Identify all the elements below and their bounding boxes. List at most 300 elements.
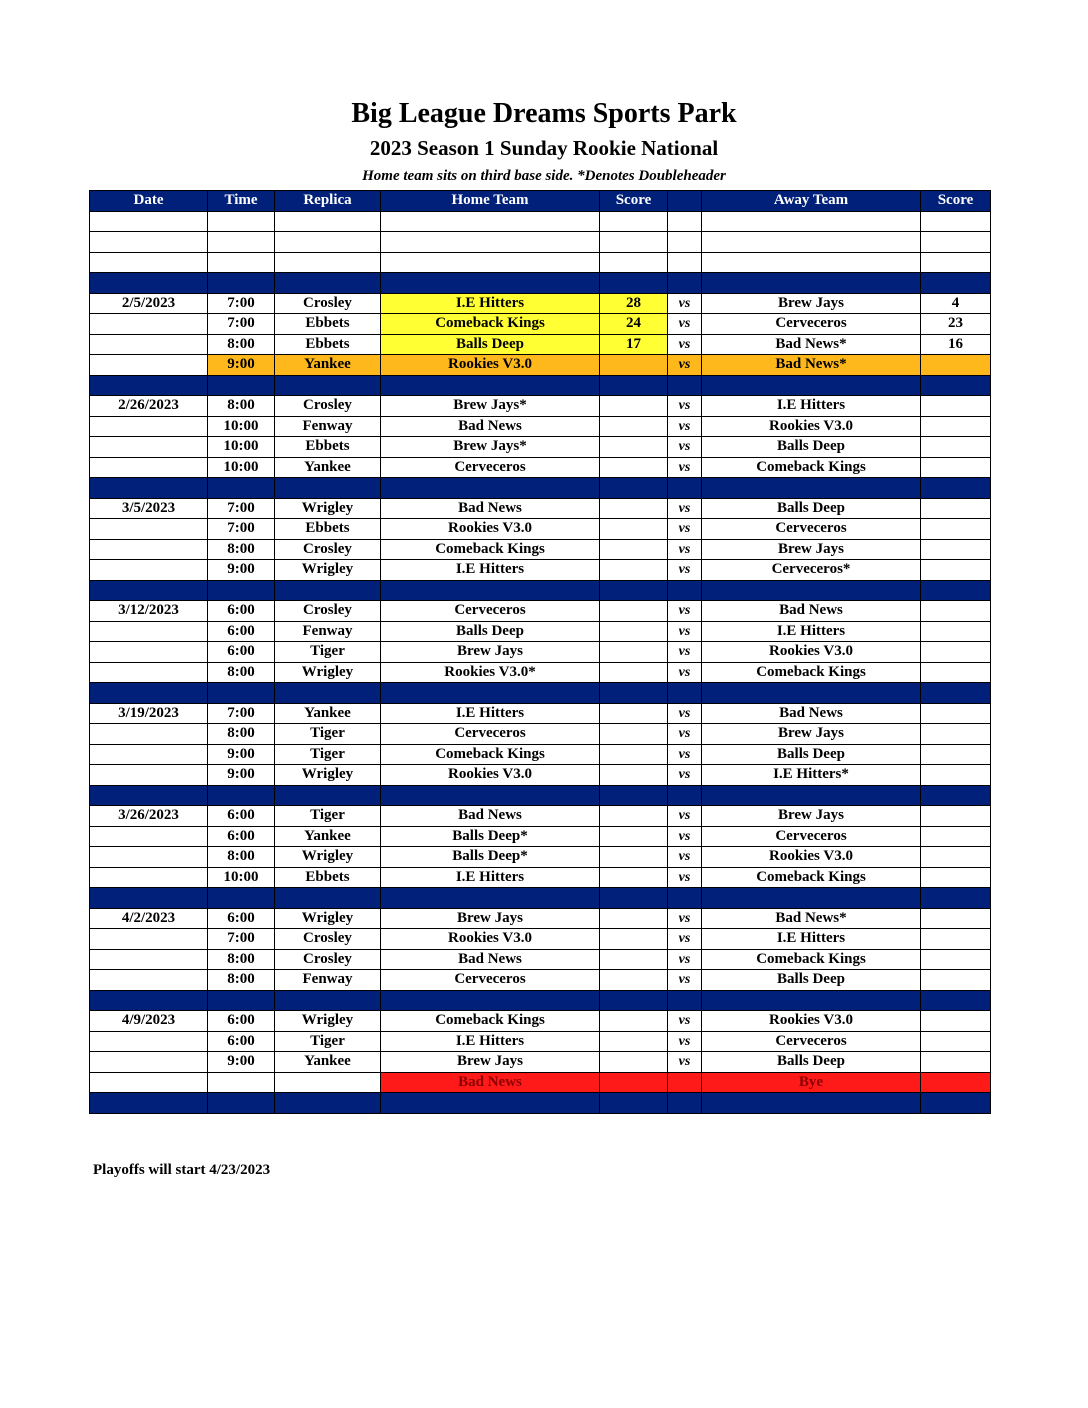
cell-vs: vs <box>668 416 702 437</box>
separator-cell <box>381 580 600 601</box>
week-separator-row <box>90 683 991 704</box>
cell-away-score: 23 <box>921 314 991 335</box>
cell-away-team: Bye <box>702 1072 921 1093</box>
cell-home-score <box>600 724 668 745</box>
cell-away-team: Comeback Kings <box>702 457 921 478</box>
cell-away-score <box>921 970 991 991</box>
header-home-score: Score <box>600 191 668 212</box>
blank-cell <box>381 232 600 253</box>
cell-home-score <box>600 539 668 560</box>
playoffs-note: Playoffs will start 4/23/2023 <box>93 1162 271 1178</box>
cell-home-team: Rookies V3.0* <box>381 662 600 683</box>
separator-cell <box>90 580 208 601</box>
separator-cell <box>208 1093 275 1114</box>
cell-date: 3/26/2023 <box>90 806 208 827</box>
separator-cell <box>275 375 381 396</box>
cell-home-team: Rookies V3.0 <box>381 929 600 950</box>
blank-cell <box>702 232 921 253</box>
schedule-table <box>89 190 991 1114</box>
cell-time: 7:00 <box>208 929 275 950</box>
cell-vs: vs <box>668 847 702 868</box>
cell-vs: vs <box>668 724 702 745</box>
blank-cell <box>668 252 702 273</box>
schedule-note: Home team sits on third base side. *Denotes Doubleheader <box>362 168 726 184</box>
separator-cell <box>381 990 600 1011</box>
blank-cell <box>208 211 275 232</box>
bye-row <box>90 1072 991 1093</box>
cell-away-team: Bad News <box>702 703 921 724</box>
page-subtitle: 2023 Season 1 Sunday Rookie National <box>369 136 719 160</box>
cell-home-team: Bad News <box>381 949 600 970</box>
separator-cell <box>90 375 208 396</box>
game-row <box>90 293 991 314</box>
separator-cell <box>668 683 702 704</box>
cell-date: 3/19/2023 <box>90 703 208 724</box>
separator-cell <box>90 478 208 499</box>
separator-cell <box>600 580 668 601</box>
cell-away-score: 16 <box>921 334 991 355</box>
separator-cell <box>702 580 921 601</box>
cell-vs: vs <box>668 396 702 417</box>
week-separator-row <box>90 785 991 806</box>
cell-time: 6:00 <box>208 1031 275 1052</box>
separator-cell <box>600 785 668 806</box>
separator-cell <box>90 785 208 806</box>
separator-cell <box>668 1093 702 1114</box>
blank-row <box>90 252 991 273</box>
cell-replica: Wrigley <box>275 498 381 519</box>
cell-home-team: I.E Hitters <box>381 293 600 314</box>
separator-cell <box>381 375 600 396</box>
cell-away-score <box>921 437 991 458</box>
cell-replica: Ebbets <box>275 334 381 355</box>
blank-cell <box>275 252 381 273</box>
separator-cell <box>275 1093 381 1114</box>
cell-date <box>90 416 208 437</box>
cell-date: 2/5/2023 <box>90 293 208 314</box>
cell-away-team: Brew Jays <box>702 293 921 314</box>
cell-home-team: Brew Jays* <box>381 396 600 417</box>
separator-cell <box>600 990 668 1011</box>
cell-vs: vs <box>668 908 702 929</box>
cell-time: 7:00 <box>208 314 275 335</box>
game-row <box>90 970 991 991</box>
cell-home-score <box>600 662 668 683</box>
cell-date <box>90 1052 208 1073</box>
cell-vs: vs <box>668 334 702 355</box>
game-row <box>90 867 991 888</box>
separator-cell <box>921 785 991 806</box>
cell-time: 10:00 <box>208 416 275 437</box>
cell-away-team: Comeback Kings <box>702 949 921 970</box>
cell-away-team: I.E Hitters* <box>702 765 921 786</box>
cell-home-score <box>600 949 668 970</box>
cell-home-score: 28 <box>600 293 668 314</box>
separator-cell <box>208 580 275 601</box>
week-separator-row <box>90 990 991 1011</box>
separator-cell <box>208 273 275 294</box>
separator-cell <box>381 785 600 806</box>
separator-cell <box>208 785 275 806</box>
cell-home-score <box>600 1072 668 1093</box>
cell-vs: vs <box>668 642 702 663</box>
cell-vs: vs <box>668 293 702 314</box>
cell-vs: vs <box>668 601 702 622</box>
separator-cell <box>702 785 921 806</box>
game-row <box>90 724 991 745</box>
cell-away-team: I.E Hitters <box>702 929 921 950</box>
cell-away-team: I.E Hitters <box>702 621 921 642</box>
cell-time: 8:00 <box>208 724 275 745</box>
cell-date <box>90 334 208 355</box>
cell-time: 7:00 <box>208 519 275 540</box>
cell-replica: Crosley <box>275 929 381 950</box>
cell-date <box>90 744 208 765</box>
separator-cell <box>208 990 275 1011</box>
separator-cell <box>208 375 275 396</box>
cell-home-team: Comeback Kings <box>381 744 600 765</box>
cell-away-score <box>921 396 991 417</box>
cell-away-score <box>921 1072 991 1093</box>
cell-away-score <box>921 765 991 786</box>
cell-replica: Tiger <box>275 744 381 765</box>
cell-date <box>90 970 208 991</box>
cell-home-team: Cerveceros <box>381 724 600 745</box>
cell-home-score <box>600 396 668 417</box>
separator-cell <box>668 990 702 1011</box>
cell-home-team: Rookies V3.0 <box>381 519 600 540</box>
cell-time: 8:00 <box>208 662 275 683</box>
separator-cell <box>600 478 668 499</box>
cell-date: 4/2/2023 <box>90 908 208 929</box>
blank-cell <box>600 211 668 232</box>
cell-time: 10:00 <box>208 867 275 888</box>
separator-cell <box>90 990 208 1011</box>
cell-vs: vs <box>668 929 702 950</box>
week-separator-row <box>90 888 991 909</box>
separator-cell <box>208 683 275 704</box>
cell-replica: Yankee <box>275 457 381 478</box>
cell-home-team: Rookies V3.0 <box>381 355 600 376</box>
cell-date: 3/12/2023 <box>90 601 208 622</box>
cell-home-score <box>600 806 668 827</box>
blank-cell <box>275 211 381 232</box>
separator-cell <box>275 273 381 294</box>
blank-row <box>90 232 991 253</box>
cell-replica: Crosley <box>275 396 381 417</box>
cell-replica: Wrigley <box>275 1011 381 1032</box>
cell-away-score <box>921 519 991 540</box>
cell-vs: vs <box>668 314 702 335</box>
cell-home-score <box>600 847 668 868</box>
separator-cell <box>668 375 702 396</box>
separator-cell <box>90 888 208 909</box>
cell-away-score <box>921 867 991 888</box>
cell-away-score <box>921 642 991 663</box>
blank-row <box>90 211 991 232</box>
game-row <box>90 314 991 335</box>
separator-cell <box>921 888 991 909</box>
cell-away-score <box>921 847 991 868</box>
separator-cell <box>702 273 921 294</box>
cell-away-score <box>921 826 991 847</box>
cell-time: 9:00 <box>208 1052 275 1073</box>
game-row <box>90 1052 991 1073</box>
cell-away-score <box>921 539 991 560</box>
cell-vs: vs <box>668 1052 702 1073</box>
separator-cell <box>921 1093 991 1114</box>
game-row <box>90 1011 991 1032</box>
cell-away-score <box>921 724 991 745</box>
cell-home-score <box>600 457 668 478</box>
cell-away-team: Rookies V3.0 <box>702 847 921 868</box>
cell-vs: vs <box>668 539 702 560</box>
separator-cell <box>381 888 600 909</box>
cell-replica: Wrigley <box>275 847 381 868</box>
cell-vs: vs <box>668 1031 702 1052</box>
cell-away-score <box>921 560 991 581</box>
schedule-body <box>90 211 991 1113</box>
cell-away-team: Bad News* <box>702 334 921 355</box>
cell-replica: Ebbets <box>275 314 381 335</box>
cell-date <box>90 560 208 581</box>
cell-away-team: Bad News* <box>702 355 921 376</box>
cell-home-score <box>600 1031 668 1052</box>
cell-time: 8:00 <box>208 970 275 991</box>
cell-vs: vs <box>668 949 702 970</box>
cell-away-team: Brew Jays <box>702 539 921 560</box>
cell-home-team: Brew Jays <box>381 642 600 663</box>
cell-date <box>90 355 208 376</box>
cell-home-team: Bad News <box>381 498 600 519</box>
cell-home-score <box>600 826 668 847</box>
separator-cell <box>668 273 702 294</box>
cell-home-score <box>600 416 668 437</box>
cell-date <box>90 662 208 683</box>
separator-cell <box>381 273 600 294</box>
blank-cell <box>90 211 208 232</box>
cell-replica: Ebbets <box>275 519 381 540</box>
blank-cell <box>90 252 208 273</box>
cell-home-score <box>600 765 668 786</box>
cell-home-team: Bad News <box>381 1072 600 1093</box>
cell-time: 9:00 <box>208 744 275 765</box>
cell-vs: vs <box>668 560 702 581</box>
separator-cell <box>921 683 991 704</box>
game-row <box>90 498 991 519</box>
cell-time: 6:00 <box>208 908 275 929</box>
cell-home-score: 24 <box>600 314 668 335</box>
week-separator-row <box>90 1093 991 1114</box>
cell-home-score: 17 <box>600 334 668 355</box>
cell-date <box>90 929 208 950</box>
cell-replica: Wrigley <box>275 908 381 929</box>
cell-date: 4/9/2023 <box>90 1011 208 1032</box>
cell-away-score <box>921 601 991 622</box>
separator-cell <box>702 888 921 909</box>
cell-away-score <box>921 662 991 683</box>
cell-home-team: Brew Jays* <box>381 437 600 458</box>
cell-home-team: Rookies V3.0 <box>381 765 600 786</box>
cell-replica: Fenway <box>275 416 381 437</box>
cell-home-team: Bad News <box>381 416 600 437</box>
separator-cell <box>208 888 275 909</box>
game-row <box>90 826 991 847</box>
cell-away-team: Brew Jays <box>702 724 921 745</box>
cell-home-team: Balls Deep* <box>381 826 600 847</box>
separator-cell <box>275 990 381 1011</box>
game-row <box>90 642 991 663</box>
game-row <box>90 560 991 581</box>
cell-home-score <box>600 929 668 950</box>
cell-home-team: I.E Hitters <box>381 703 600 724</box>
game-row <box>90 519 991 540</box>
cell-vs: vs <box>668 970 702 991</box>
cell-home-score <box>600 908 668 929</box>
separator-cell <box>381 1093 600 1114</box>
game-row <box>90 355 991 376</box>
blank-cell <box>600 232 668 253</box>
blank-cell <box>921 211 991 232</box>
cell-home-team: Cerveceros <box>381 457 600 478</box>
cell-away-team: Balls Deep <box>702 970 921 991</box>
cell-home-score <box>600 867 668 888</box>
game-row <box>90 929 991 950</box>
cell-away-score: 4 <box>921 293 991 314</box>
separator-cell <box>90 273 208 294</box>
separator-cell <box>600 888 668 909</box>
cell-time: 7:00 <box>208 293 275 314</box>
game-row <box>90 806 991 827</box>
cell-away-score <box>921 621 991 642</box>
separator-cell <box>668 580 702 601</box>
game-row <box>90 703 991 724</box>
cell-away-score <box>921 1031 991 1052</box>
blank-cell <box>381 211 600 232</box>
blank-cell <box>702 252 921 273</box>
table-header-row <box>90 191 991 212</box>
week-separator-row <box>90 478 991 499</box>
cell-away-team: Balls Deep <box>702 498 921 519</box>
game-row <box>90 416 991 437</box>
cell-away-score <box>921 744 991 765</box>
cell-date <box>90 539 208 560</box>
cell-time: 7:00 <box>208 703 275 724</box>
separator-cell <box>921 375 991 396</box>
cell-replica: Crosley <box>275 539 381 560</box>
cell-date <box>90 1072 208 1093</box>
cell-away-score <box>921 949 991 970</box>
cell-home-score <box>600 970 668 991</box>
cell-away-team: Bad News* <box>702 908 921 929</box>
header-vs <box>668 191 702 212</box>
cell-date <box>90 724 208 745</box>
separator-cell <box>275 785 381 806</box>
blank-cell <box>921 232 991 253</box>
cell-date <box>90 826 208 847</box>
cell-home-team: I.E Hitters <box>381 560 600 581</box>
cell-home-team: Brew Jays <box>381 1052 600 1073</box>
game-row <box>90 744 991 765</box>
game-row <box>90 908 991 929</box>
cell-time <box>208 1072 275 1093</box>
blank-cell <box>702 211 921 232</box>
cell-date <box>90 949 208 970</box>
blank-cell <box>668 211 702 232</box>
cell-home-score <box>600 1011 668 1032</box>
cell-home-team: Bad News <box>381 806 600 827</box>
separator-cell <box>921 478 991 499</box>
cell-home-team: Cerveceros <box>381 601 600 622</box>
cell-replica: Ebbets <box>275 437 381 458</box>
cell-home-score <box>600 498 668 519</box>
cell-away-score <box>921 1052 991 1073</box>
separator-cell <box>921 273 991 294</box>
cell-away-team: Rookies V3.0 <box>702 416 921 437</box>
cell-home-score <box>600 1052 668 1073</box>
blank-cell <box>275 232 381 253</box>
game-row <box>90 1031 991 1052</box>
cell-time: 10:00 <box>208 437 275 458</box>
cell-replica: Ebbets <box>275 867 381 888</box>
cell-time: 6:00 <box>208 1011 275 1032</box>
cell-vs: vs <box>668 744 702 765</box>
cell-time: 6:00 <box>208 826 275 847</box>
cell-date <box>90 867 208 888</box>
cell-vs: vs <box>668 867 702 888</box>
cell-time: 9:00 <box>208 355 275 376</box>
cell-home-team: Cerveceros <box>381 970 600 991</box>
cell-time: 9:00 <box>208 560 275 581</box>
game-row <box>90 601 991 622</box>
cell-time: 8:00 <box>208 334 275 355</box>
game-row <box>90 457 991 478</box>
cell-vs: vs <box>668 662 702 683</box>
cell-away-team: Cerveceros <box>702 826 921 847</box>
blank-cell <box>600 252 668 273</box>
week-separator-row <box>90 273 991 294</box>
cell-replica: Tiger <box>275 1031 381 1052</box>
cell-replica: Wrigley <box>275 662 381 683</box>
cell-replica: Tiger <box>275 724 381 745</box>
cell-home-score <box>600 355 668 376</box>
cell-date <box>90 621 208 642</box>
game-row <box>90 847 991 868</box>
separator-cell <box>600 1093 668 1114</box>
cell-time: 7:00 <box>208 498 275 519</box>
separator-cell <box>90 683 208 704</box>
cell-replica: Tiger <box>275 806 381 827</box>
cell-vs: vs <box>668 621 702 642</box>
separator-cell <box>921 580 991 601</box>
cell-away-score <box>921 929 991 950</box>
cell-away-score <box>921 457 991 478</box>
cell-vs: vs <box>668 826 702 847</box>
cell-away-score <box>921 416 991 437</box>
cell-home-team: Comeback Kings <box>381 314 600 335</box>
cell-home-team: Balls Deep <box>381 334 600 355</box>
cell-date: 3/5/2023 <box>90 498 208 519</box>
page-title: Big League Dreams Sports Park <box>351 98 737 129</box>
separator-cell <box>702 683 921 704</box>
cell-home-team: I.E Hitters <box>381 867 600 888</box>
cell-away-team: Cerveceros <box>702 314 921 335</box>
cell-time: 6:00 <box>208 621 275 642</box>
separator-cell <box>600 375 668 396</box>
separator-cell <box>600 683 668 704</box>
cell-away-team: Cerveceros* <box>702 560 921 581</box>
header-replica: Replica <box>275 191 381 212</box>
